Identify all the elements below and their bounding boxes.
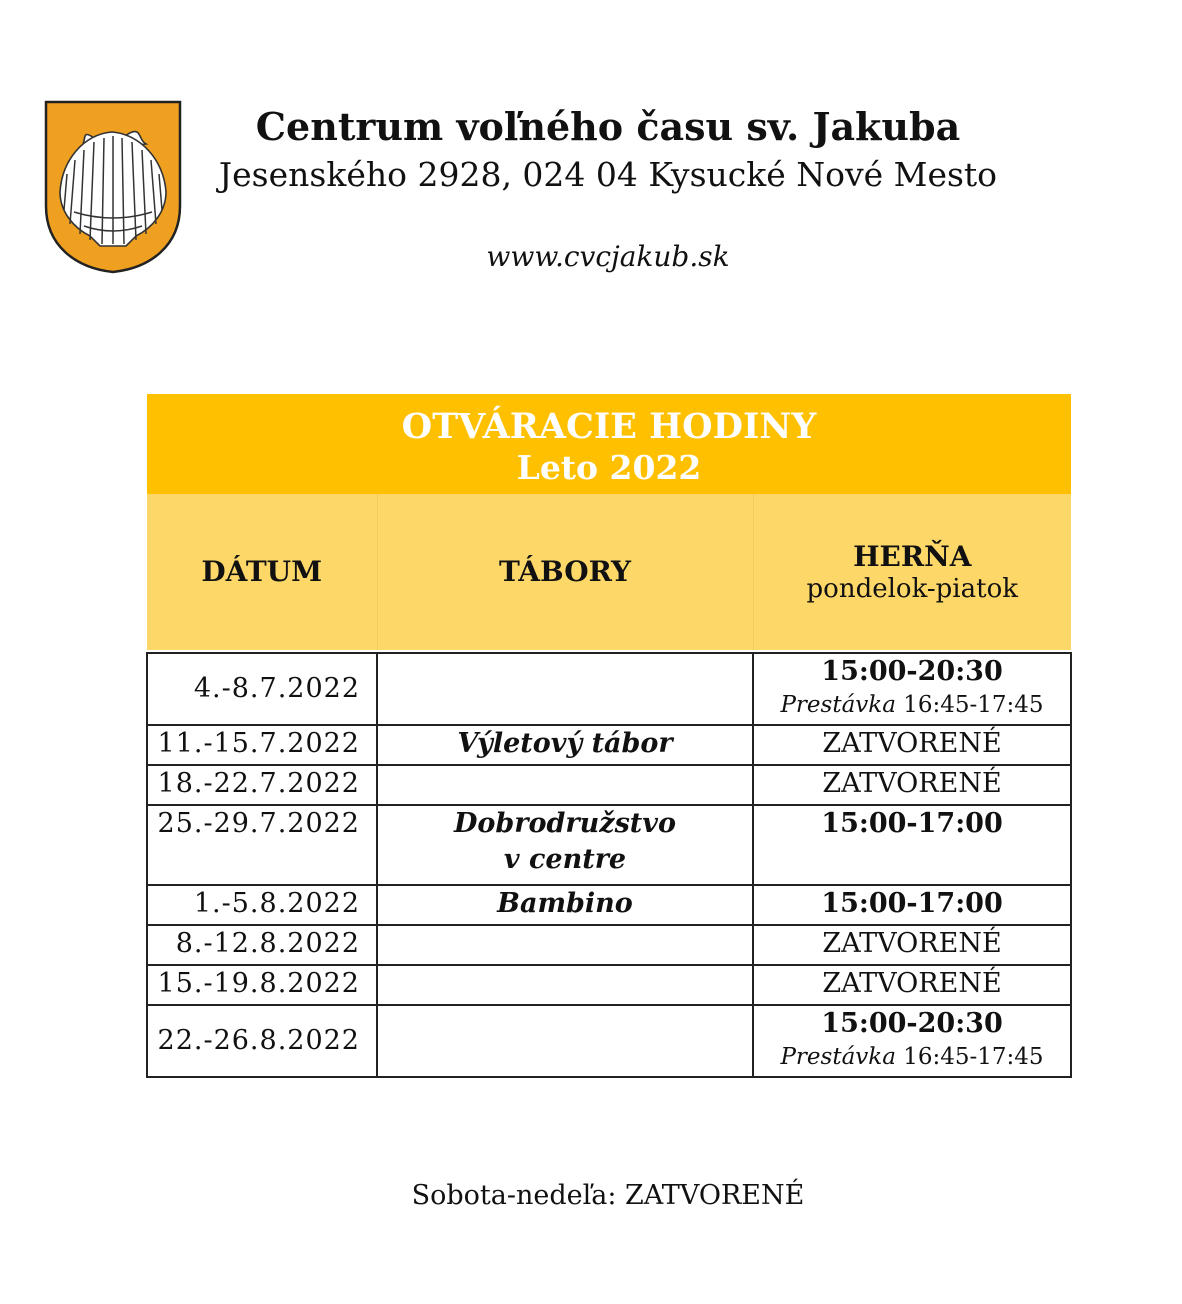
table-header-row	[147, 494, 1071, 650]
camp-cell	[377, 925, 753, 965]
date-cell: 22.-26.8.2022	[147, 1005, 377, 1077]
table-row	[147, 1005, 1071, 1077]
table-row	[147, 653, 1071, 725]
table-subtitle: Leto 2022	[516, 448, 702, 487]
play-cell: 15:00-17:00	[753, 885, 1071, 925]
date-cell: 8.-12.8.2022	[147, 925, 377, 965]
play-cell: ZATVORENÉ	[753, 925, 1071, 965]
column-header-camps: TÁBORY	[377, 494, 753, 650]
camp-cell: Dobrodružstvo v centre	[377, 805, 753, 885]
play-hours: 15:00-20:30	[821, 1008, 1003, 1039]
weekend-note: Sobota-nedeľa: ZATVORENÉ	[411, 1180, 805, 1211]
play-cell: ZATVORENÉ	[753, 765, 1071, 805]
date-cell: 4.-8.7.2022	[147, 653, 377, 725]
date-cell: 18.-22.7.2022	[147, 765, 377, 805]
date-cell: 11.-15.7.2022	[147, 725, 377, 765]
organization-address: Jesenského 2928, 024 04 Kysucké Nové Mesto	[218, 155, 998, 194]
date-cell: 15.-19.8.2022	[147, 965, 377, 1005]
opening-hours-table	[146, 394, 1072, 1078]
date-cell: 1.-5.8.2022	[147, 885, 377, 925]
organization-name: Centrum voľného času sv. Jakuba	[255, 104, 961, 149]
table-row	[147, 725, 1071, 765]
table-title: OTVÁRACIE HODINY	[401, 406, 817, 447]
camp-cell	[377, 765, 753, 805]
website-link[interactable]: www.cvcjakub.sk	[486, 240, 730, 273]
play-cell: ZATVORENÉ	[753, 725, 1071, 765]
table-row	[147, 965, 1071, 1005]
column-header-play	[753, 494, 1071, 650]
table-title-cell	[147, 394, 1071, 494]
break-info: Prestávka 16:45-17:45	[780, 692, 1044, 718]
column-header-date: DÁTUM	[147, 494, 377, 650]
camp-cell	[377, 653, 753, 725]
play-cell: 15:00-17:00	[753, 805, 1071, 885]
table-title-row	[147, 394, 1071, 494]
date-cell: 25.-29.7.2022	[147, 805, 377, 885]
camp-cell: Výletový tábor	[377, 725, 753, 765]
play-cell: ZATVORENÉ	[753, 965, 1071, 1005]
camp-cell	[377, 965, 753, 1005]
table-row	[147, 925, 1071, 965]
table-row	[147, 765, 1071, 805]
camp-cell: Bambino	[377, 885, 753, 925]
play-cell	[753, 653, 1071, 725]
play-header-days: pondelok-piatok	[806, 574, 1018, 604]
break-info: Prestávka 16:45-17:45	[780, 1044, 1044, 1070]
table-row	[147, 885, 1071, 925]
play-hours: 15:00-20:30	[821, 656, 1003, 687]
table-row	[147, 805, 1071, 885]
play-header-title: HERŇA	[853, 540, 972, 573]
camp-cell	[377, 1005, 753, 1077]
play-cell	[753, 1005, 1071, 1077]
